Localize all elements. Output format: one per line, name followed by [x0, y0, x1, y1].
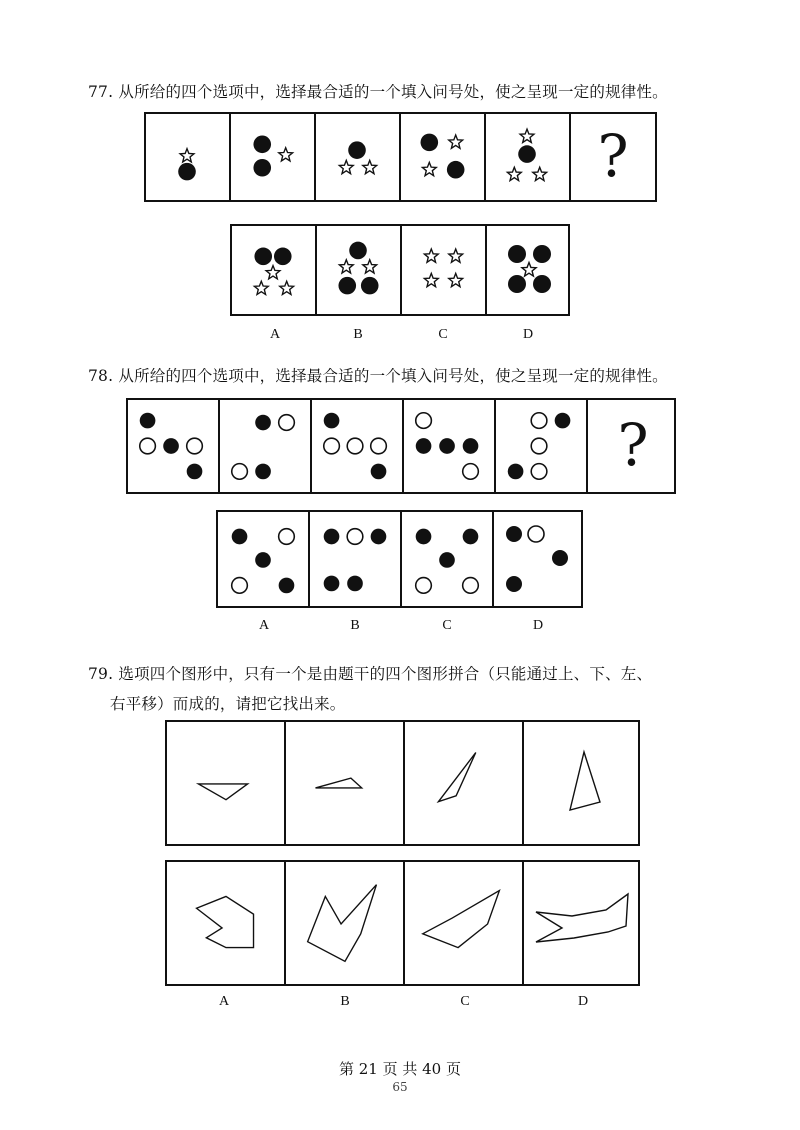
q78-option-b[interactable] — [310, 512, 402, 606]
q79-stem-figure-3 — [405, 722, 524, 844]
q77-stem-figure-2 — [231, 114, 316, 200]
star-shape — [254, 281, 268, 294]
star-shape — [280, 281, 294, 294]
q78-label-b: B — [350, 618, 360, 633]
hollow-dot — [140, 438, 156, 454]
dot-shape — [178, 163, 196, 181]
triangle-shape — [315, 778, 361, 788]
q78-options-strip — [216, 510, 583, 608]
hollow-dot — [324, 438, 340, 454]
filled-dot — [552, 550, 568, 566]
dot-shape — [254, 248, 272, 266]
star-shape — [533, 167, 547, 180]
q78-stem-figure-3 — [312, 400, 404, 492]
q79-option-c[interactable] — [405, 862, 524, 984]
filled-dot — [463, 438, 479, 454]
hollow-dot — [279, 415, 295, 431]
hollow-dot — [371, 438, 387, 454]
filled-dot — [506, 576, 522, 592]
q77-option-c[interactable] — [402, 226, 487, 314]
q77-option-d[interactable] — [487, 226, 572, 314]
filled-dot — [371, 464, 387, 480]
dot-shape — [533, 245, 551, 263]
q78-stem-figure-1 — [128, 400, 220, 492]
filled-dot — [416, 529, 432, 545]
dot-shape — [338, 277, 356, 295]
hollow-dot — [463, 578, 479, 594]
q78-stem-figure-2 — [220, 400, 312, 492]
q78-stem-figure-5 — [496, 400, 588, 492]
filled-dot — [324, 576, 340, 592]
hollow-dot — [232, 464, 248, 480]
q79-label-b: B — [340, 994, 350, 1009]
dot-shape — [253, 136, 271, 154]
star-shape — [520, 129, 534, 142]
polygon-shape — [536, 894, 628, 942]
q79-text-line2: 右平移）而成的，请把它找出来。 — [110, 695, 346, 713]
star-shape — [424, 273, 438, 286]
q79-option-d[interactable] — [524, 862, 642, 984]
filled-dot — [324, 413, 340, 429]
dot-shape — [508, 245, 526, 263]
q79-label-a: A — [218, 994, 230, 1009]
filled-dot — [187, 464, 203, 480]
filled-dot — [255, 415, 271, 431]
filled-dot — [255, 464, 271, 480]
q78-question-cell — [588, 400, 678, 492]
star-shape — [522, 263, 536, 277]
q77-option-b[interactable] — [317, 226, 402, 314]
q77-stem-figure-5 — [486, 114, 571, 200]
filled-dot — [279, 578, 295, 594]
dot-shape — [348, 141, 366, 159]
hollow-dot — [187, 438, 203, 454]
filled-dot — [506, 526, 522, 542]
q78-stem-figure-4 — [404, 400, 496, 492]
hollow-dot — [528, 526, 544, 542]
q79-option-a[interactable] — [167, 862, 286, 984]
page-footer: 第 21 页 共 40 页 — [338, 1060, 461, 1078]
filled-dot — [255, 552, 271, 568]
q78-option-c[interactable] — [402, 512, 494, 606]
q78-label-a: A — [258, 618, 270, 633]
q79-stem-figure-2 — [286, 722, 405, 844]
filled-dot — [347, 576, 363, 592]
filled-dot — [508, 464, 524, 480]
q77-label-b: B — [353, 327, 363, 342]
q79-option-b[interactable] — [286, 862, 405, 984]
hollow-dot — [232, 578, 248, 594]
star-shape — [266, 266, 280, 279]
filled-dot — [163, 438, 179, 454]
question-mark: ? — [617, 410, 649, 479]
q77-label-a: A — [269, 327, 281, 342]
q79-stem-figure-4 — [524, 722, 642, 844]
q77-question-cell — [571, 114, 655, 200]
q77-label-c: C — [438, 327, 448, 342]
star-shape — [449, 249, 463, 262]
dot-shape — [349, 242, 367, 260]
star-shape — [507, 167, 521, 180]
q77-text: 77. 从所给的四个选项中，选择最合适的一个填入问号处，使之呈现一定的规律性。 — [88, 83, 668, 101]
star-shape — [279, 148, 293, 161]
star-shape — [422, 162, 436, 175]
triangle-shape — [438, 753, 475, 802]
filled-dot — [439, 552, 455, 568]
q77-options-strip — [230, 224, 570, 316]
star-shape — [424, 249, 438, 262]
dot-shape — [518, 145, 536, 163]
polygon-shape — [423, 891, 500, 948]
q78-text: 78. 从所给的四个选项中，选择最合适的一个填入问号处，使之呈现一定的规律性。 — [88, 367, 668, 385]
q77-stem-figure-1 — [146, 114, 231, 200]
dot-shape — [533, 275, 551, 293]
hollow-dot — [531, 464, 547, 480]
dot-shape — [447, 161, 465, 179]
q77-stem-strip — [144, 112, 657, 202]
filled-dot — [324, 529, 340, 545]
filled-dot — [416, 438, 432, 454]
filled-dot — [371, 529, 387, 545]
hollow-dot — [416, 413, 432, 429]
filled-dot — [232, 529, 248, 545]
filled-dot — [555, 413, 571, 429]
star-shape — [449, 273, 463, 286]
dot-shape — [361, 277, 379, 295]
polygon-shape — [308, 885, 377, 962]
hollow-dot — [531, 413, 547, 429]
dot-shape — [421, 134, 439, 152]
q78-option-a[interactable] — [218, 512, 310, 606]
triangle-shape — [198, 784, 247, 800]
hollow-dot — [347, 529, 363, 545]
dot-shape — [274, 248, 292, 266]
filled-dot — [463, 529, 479, 545]
dot-shape — [253, 159, 271, 177]
star-shape — [449, 135, 463, 148]
star-shape — [339, 160, 353, 173]
star-shape — [339, 260, 353, 273]
dot-shape — [508, 275, 526, 293]
hollow-dot — [416, 578, 432, 594]
question-mark: ? — [597, 121, 629, 190]
q79-label-d: D — [577, 994, 589, 1009]
filled-dot — [439, 438, 455, 454]
page-number: 65 — [392, 1080, 408, 1094]
q79-text-line1: 79. 选项四个图形中，只有一个是由题干的四个图形拼合（只能通过上、下、左、 — [88, 665, 653, 683]
q79-stem-figure-1 — [167, 722, 286, 844]
q77-stem-figure-3 — [316, 114, 401, 200]
hollow-dot — [463, 464, 479, 480]
hollow-dot — [531, 438, 547, 454]
q79-stem-strip — [165, 720, 640, 846]
filled-dot — [140, 413, 156, 429]
star-shape — [180, 149, 194, 162]
q77-stem-figure-4 — [401, 114, 486, 200]
hollow-dot — [347, 438, 363, 454]
q78-stem-strip — [126, 398, 676, 494]
star-shape — [363, 260, 377, 273]
q78-option-d[interactable] — [494, 512, 581, 606]
q78-label-d: D — [532, 618, 544, 633]
q79-label-c: C — [460, 994, 470, 1009]
triangle-shape — [570, 752, 600, 810]
q78-label-c: C — [442, 618, 452, 633]
polygon-shape — [196, 896, 253, 947]
q77-label-d: D — [522, 327, 534, 342]
q77-option-a[interactable] — [232, 226, 317, 314]
q79-options-strip — [165, 860, 640, 986]
hollow-dot — [279, 529, 295, 545]
star-shape — [363, 160, 377, 173]
